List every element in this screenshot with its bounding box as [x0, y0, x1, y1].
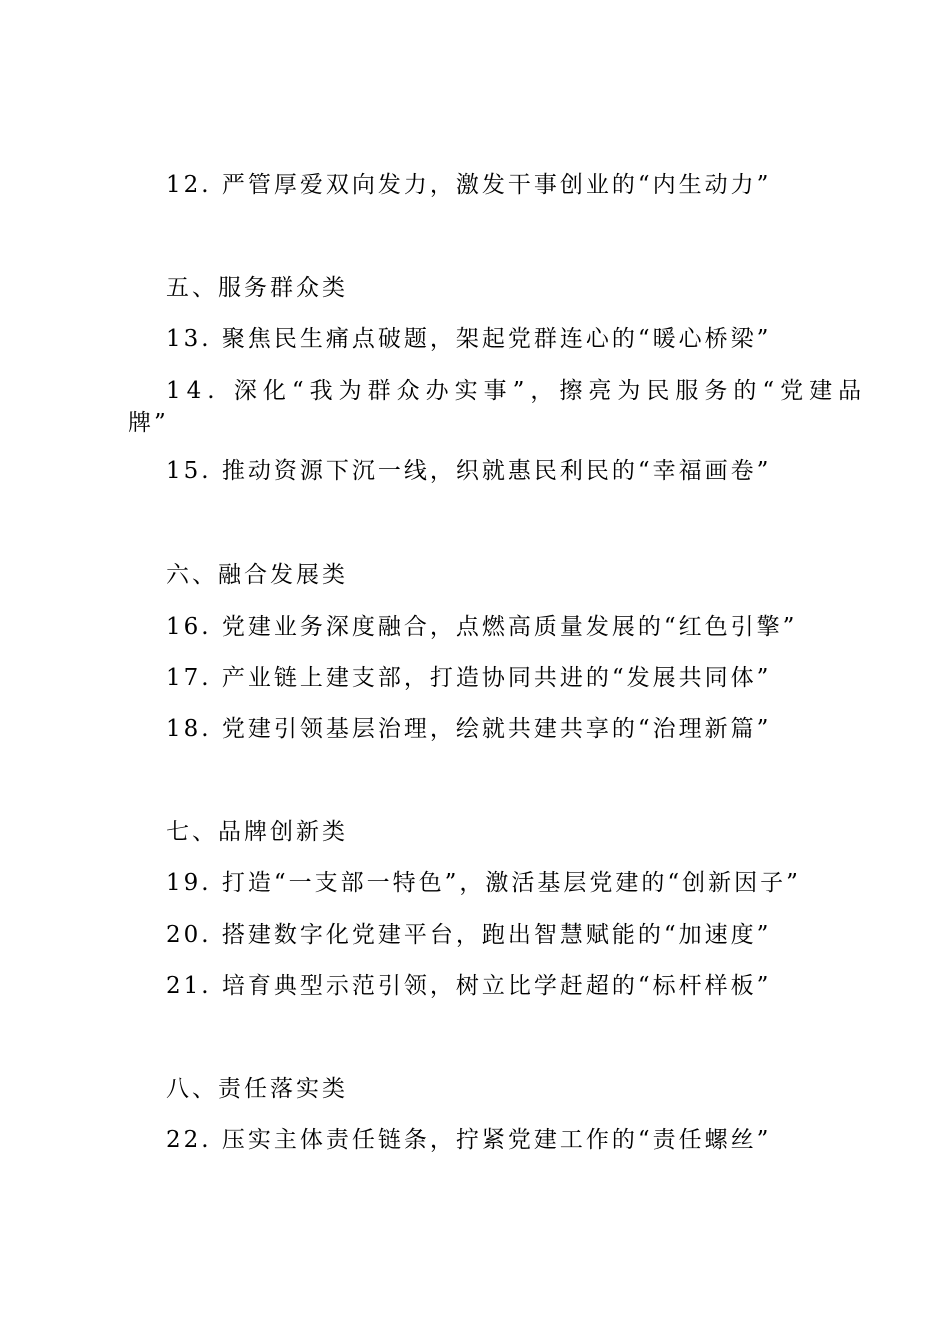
item-20: 20. 搭建数字化党建平台，跑出智慧赋能的“加速度”	[166, 922, 772, 948]
section-heading-7: 七、品牌创新类	[166, 819, 348, 845]
item-19: 19. 打造“一支部一特色”，激活基层党建的“创新因子”	[166, 870, 801, 896]
item-14-continuation: 牌”	[128, 410, 169, 436]
item-12: 12. 严管厚爱双向发力，激发干事创业的“内生动力”	[166, 172, 772, 198]
item-13: 13. 聚焦民生痛点破题，架起党群连心的“暖心桥梁”	[166, 326, 772, 352]
item-18: 18. 党建引领基层治理，绘就共建共享的“治理新篇”	[166, 716, 772, 742]
item-21: 21. 培育典型示范引领，树立比学赶超的“标杆样板”	[166, 973, 772, 999]
section-heading-5: 五、服务群众类	[166, 275, 348, 301]
item-17: 17. 产业链上建支部，打造协同共进的“发展共同体”	[166, 665, 772, 691]
item-15: 15. 推动资源下沉一线，织就惠民利民的“幸福画卷”	[166, 458, 772, 484]
item-16: 16. 党建业务深度融合，点燃高质量发展的“红色引擎”	[166, 614, 798, 640]
section-heading-8: 八、责任落实类	[166, 1076, 348, 1102]
section-heading-6: 六、融合发展类	[166, 562, 348, 588]
item-14: 14. 深化“我为群众办实事”，擦亮为民服务的“党建品	[166, 378, 868, 404]
item-22: 22. 压实主体责任链条，拧紧党建工作的“责任螺丝”	[166, 1127, 772, 1153]
